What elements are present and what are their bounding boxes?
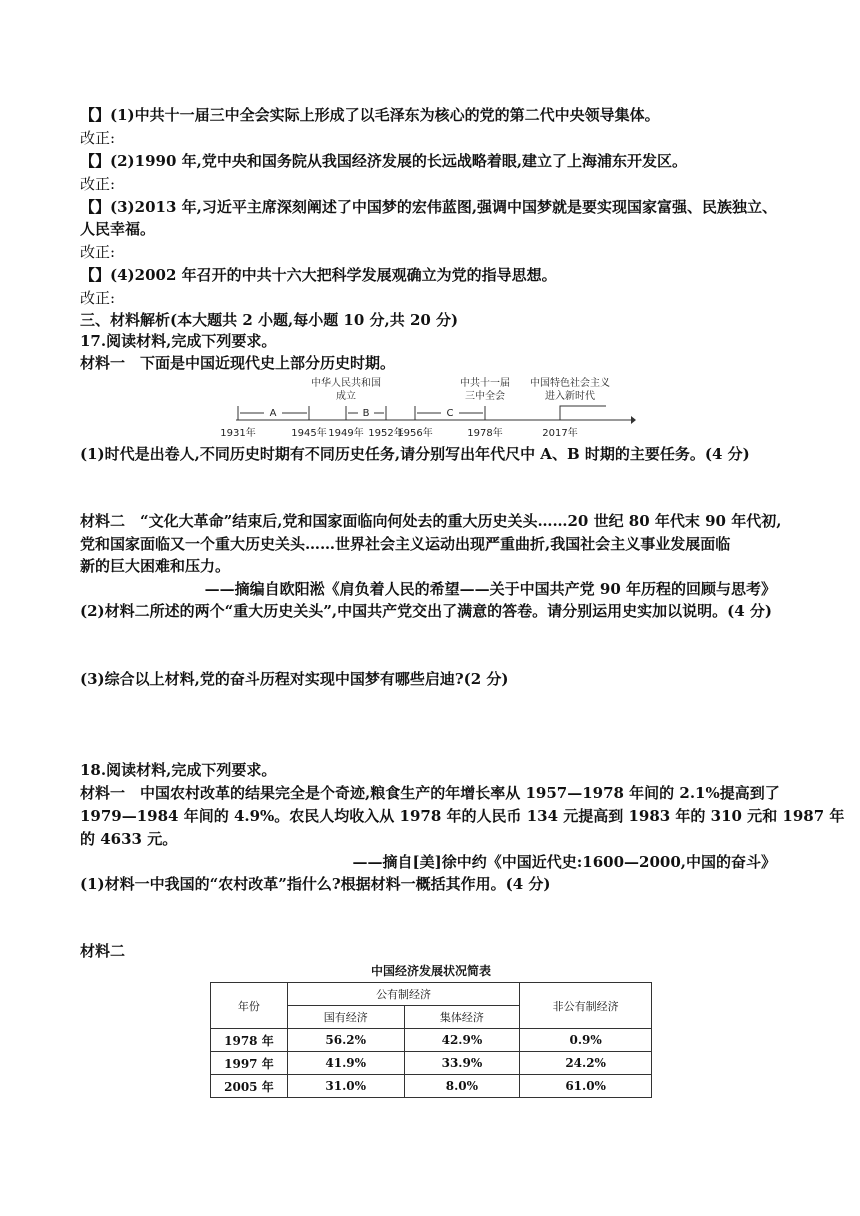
q18-material-1-line-3: 的 4633 元。: [80, 830, 178, 848]
period-c-label: C: [446, 408, 454, 419]
material-1-intro: 材料一 下面是中国近现代史上部分历史时期。: [80, 354, 396, 372]
history-timeline: [220, 374, 636, 442]
correction-label-1: 改正:: [80, 129, 116, 147]
q18-material-1-line-1: 材料一 中国农村改革的结果完全是个奇迹,粮食生产的年增长率从 1957—1978 年间的 2.1%提高到了: [80, 784, 780, 802]
q1-statement: 【】(1)中共十一届三中全会实际上形成了以毛泽东为核心的党的第二代中央领导集体。: [80, 106, 660, 124]
cell-state: 56.2%: [287, 1029, 404, 1052]
header-collective: 集体经济: [404, 1006, 520, 1029]
q18-intro: 18.阅读材料,完成下列要求。: [80, 761, 277, 779]
q3-statement-cont: 人民幸福。: [80, 220, 156, 238]
cell-private: 0.9%: [520, 1029, 652, 1052]
correction-label-2: 改正:: [80, 175, 116, 193]
table-row: [211, 1052, 652, 1075]
period-a-label: A: [269, 408, 277, 419]
cell-private: 61.0%: [520, 1075, 652, 1098]
event-third-plenum-2: 三中全会: [465, 391, 505, 402]
table-row: [211, 1029, 652, 1052]
material-2-line-3: 新的巨大困难和压力。: [80, 557, 231, 575]
q17-part-3: (3)综合以上材料,党的奋斗历程对实现中国梦有哪些启迪?(2 分): [80, 670, 509, 688]
q17-part-2: (2)材料二所述的两个“重大历史关头”,中国共产党交出了满意的答卷。请分别运用史实加以说明。(4 分): [80, 602, 772, 620]
q4-statement: 【】(4)2002 年召开的中共十六大把科学发展观确立为党的指导思想。: [80, 266, 557, 284]
year-1978: 1978年: [467, 428, 503, 439]
tick-2017: [560, 406, 606, 420]
economy-table: [210, 982, 652, 1098]
table-title: 中国经济发展状况简表: [370, 964, 491, 978]
year-1931: 1931年: [220, 428, 256, 439]
q18-material-1-source: ——摘自[美]徐中约《中国近代史:1600—2000,中国的奋斗》: [352, 853, 776, 871]
cell-private: 24.2%: [520, 1052, 652, 1075]
material-2-source: ——摘编自欧阳淞《肩负着人民的希望——关于中国共产党 90 年历程的回顾与思考》: [204, 580, 776, 598]
table-row: [211, 1075, 652, 1098]
year-1956: 1956年: [397, 428, 433, 439]
correction-label-4: 改正:: [80, 289, 116, 307]
cell-state: 41.9%: [287, 1052, 404, 1075]
cell-collective: 8.0%: [404, 1075, 520, 1098]
event-prc-founded: 中华人民共和国: [311, 378, 381, 389]
cell-year: 1978 年: [211, 1029, 288, 1052]
q17-part-1: (1)时代是出卷人,不同历史时期有不同历史任务,请分别写出年代尺中 A、B 时期的主要任务。(4 分): [80, 445, 750, 463]
cell-state: 31.0%: [287, 1075, 404, 1098]
q3-statement: 【】(3)2013 年,习近平主席深刻阐述了中国梦的宏伟蓝图,强调中国梦就是要实现国家富强、民族独立、: [80, 198, 778, 216]
q18-material-2-label: 材料二: [80, 942, 126, 960]
period-b-label: B: [362, 408, 370, 419]
q18-part-1: (1)材料一中我国的“农村改革”指什么?根据材料一概括其作用。(4 分): [80, 875, 551, 893]
cell-collective: 42.9%: [404, 1029, 520, 1052]
year-1949: 1949年: [328, 428, 364, 439]
material-2-line-2: 党和国家面临又一个重大历史关头……世界社会主义运动出现严重曲折,我国社会主义事业发展面临: [80, 535, 731, 553]
material-2-line-1: 材料二 “文化大革命”结束后,党和国家面临向何处去的重大历史关头……20 世纪 80 年代末 90 年代初,: [80, 512, 782, 530]
year-1952: 1952年: [368, 428, 404, 439]
event-new-era: 中国特色社会主义: [530, 378, 610, 389]
q17-intro: 17.阅读材料,完成下列要求。: [80, 332, 277, 350]
cell-collective: 33.9%: [404, 1052, 520, 1075]
cell-year: 1997 年: [211, 1052, 288, 1075]
cell-year: 2005 年: [211, 1075, 288, 1098]
header-state: 国有经济: [287, 1006, 404, 1029]
event-third-plenum: 中共十一届: [460, 378, 510, 389]
timeline-arrowhead: [631, 416, 636, 424]
q2-statement: 【】(2)1990 年,党中央和国务院从我国经济发展的长远战略着眼,建立了上海浦东开发区。: [80, 152, 688, 170]
header-private: 非公有制经济: [520, 983, 652, 1029]
event-prc-founded-2: 成立: [336, 391, 356, 402]
correction-label-3: 改正:: [80, 243, 116, 261]
event-new-era-2: 进入新时代: [545, 391, 595, 402]
year-1945: 1945年: [291, 428, 327, 439]
header-public: 公有制经济: [287, 983, 519, 1006]
section-3-heading: 三、材料解析(本大题共 2 小题,每小题 10 分,共 20 分): [80, 311, 459, 329]
header-year: 年份: [211, 983, 288, 1029]
q18-material-1-line-2: 1979—1984 年间的 4.9%。农民人均收入从 1978 年的人民币 134 元提高到 1983 年的 310 元和 1987 年: [80, 807, 845, 825]
year-2017: 2017年: [542, 428, 578, 439]
